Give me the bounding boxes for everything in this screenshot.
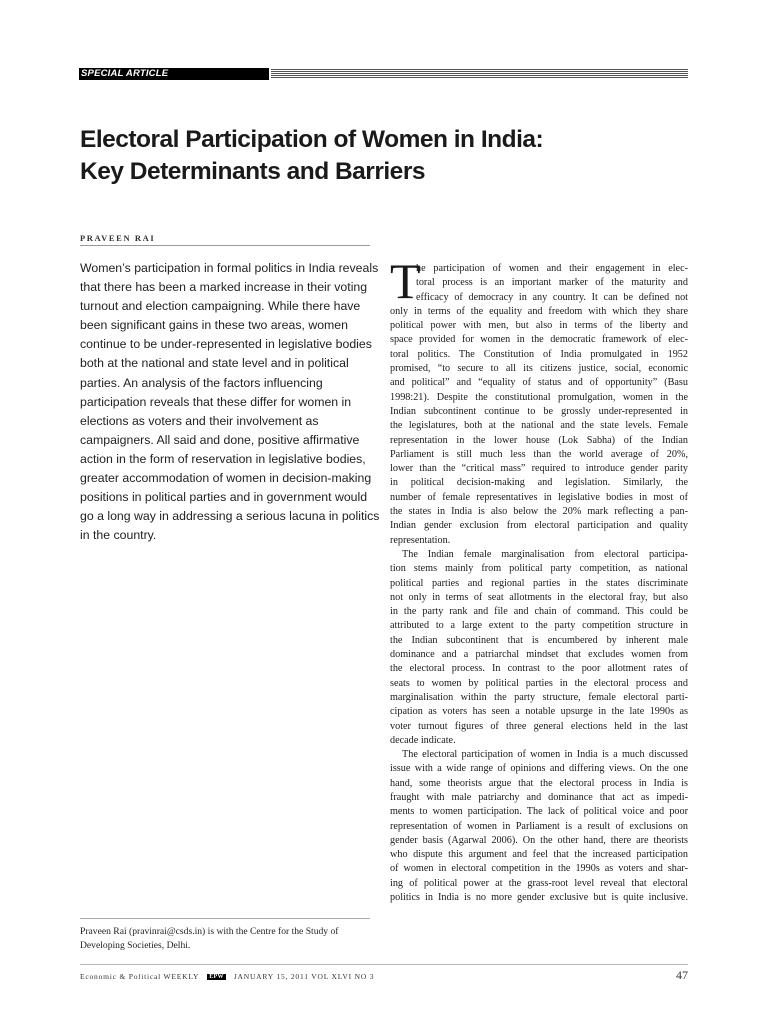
abstract-line: been significant gains in these two areas, women xyxy=(80,318,348,333)
body-line: toral politics. The Constitution of India promulgated in 1952 xyxy=(390,348,688,360)
body-line: The electoral participation of women in India is a much discussed xyxy=(402,749,688,761)
body-line: representation of women in Parliament is a result of exclusions on xyxy=(390,820,688,832)
body-line: who dispute this argument and feel that the increased participation xyxy=(390,849,688,861)
drop-cap: T xyxy=(390,253,421,309)
body-line: politics in India is no more gender exclusive but is quite inclusive. xyxy=(390,892,688,904)
epw-logo-icon: EPW xyxy=(209,974,224,980)
body-line: hand, some theorists argue that the electoral process in India is xyxy=(390,777,688,789)
abstract-line: positions in political parties and in government would xyxy=(80,490,368,505)
article-title xyxy=(80,124,680,188)
author-name: PRAVEEN RAI xyxy=(80,233,156,243)
title-line-1: Electoral Participation of Women in India: xyxy=(80,126,544,153)
body-line: Indian subcontinent continue to be grossly under-represented in xyxy=(390,405,688,417)
abstract xyxy=(80,259,380,545)
body-line: voter turnout figures of three general elections held in the last xyxy=(390,720,688,732)
body-line: cipation as voters has seen a notable upsurge in the late 1990s as xyxy=(390,706,688,718)
body-line: space provided for women in the democratic framework of elec- xyxy=(390,334,688,346)
body-line: issue with a wide range of opinions and differing views. On the one xyxy=(390,763,688,775)
body-line: tion stems mainly from political party competition, as national xyxy=(390,563,688,575)
author-footnote xyxy=(80,925,375,952)
abstract-line: campaigners. All said and done, positive affirmative xyxy=(80,432,360,447)
body-line: toral process is an important marker of the maturity and xyxy=(416,277,688,289)
header-rule-lines xyxy=(271,69,688,79)
body-line: he participation of women and their engagement in elec- xyxy=(416,263,688,274)
body-line: the Indian subcontinent that is encumbered by inherent male xyxy=(390,634,688,646)
journal-name: Economic & Political WEEKLY xyxy=(80,972,200,981)
body-line: the electoral process. In contrast to the poor allotment rates of xyxy=(390,663,688,675)
abstract-line: participation reveals that these differ for women in xyxy=(80,394,352,409)
body-line: seats to women by political parties in the electoral process and xyxy=(390,677,688,689)
body-line: promised, “to secure to all its citizens justice, social, economic xyxy=(390,363,688,375)
abstract-line: parties. An analysis of the factors influencing xyxy=(80,375,323,390)
section-header xyxy=(79,68,688,80)
body-line: in the party rank and file and chain of command. This could be xyxy=(390,606,688,618)
abstract-line: greater accommodation of women in decision-making xyxy=(80,471,372,486)
body-line: representation in the lower house (Lok Sabha) of the Indian xyxy=(390,434,688,446)
footer-left xyxy=(80,972,374,981)
body-line: The Indian female marginalisation from electoral participa- xyxy=(402,548,688,560)
abstract-line: go a long way in addressing a serious lacuna in politics xyxy=(80,509,380,524)
abstract-line: continue to be under-represented in legislative bodies xyxy=(80,337,372,352)
body-line: of women in electoral competition in the 1990s as voters and shar- xyxy=(390,863,688,875)
body-line: only in terms of the equality and freedom with which they share xyxy=(390,305,688,317)
body-line: efficacy of democracy in any country. It can be defined not xyxy=(416,291,688,303)
footnote-line: Praveen Rai (pravinrai@csds.in) is with the Centre for the Study of xyxy=(80,926,339,937)
body-line: in political decision-making and legislation. Similarly, the xyxy=(390,477,688,489)
body-line: lower than the “critical mass” required to introduce gender parity xyxy=(390,463,688,475)
body-line: gender basis (Agarwal 2006). On the other hand, there are theorists xyxy=(390,834,688,846)
body-line: number of female representatives in legislative bodies in most of xyxy=(390,491,688,503)
body-line: not only in terms of seat allotments in the electoral fray, but also xyxy=(390,591,688,603)
page-number: 47 xyxy=(676,968,688,982)
abstract-line: in the country. xyxy=(80,528,157,543)
abstract-line: that there has been a marked increase in their voting xyxy=(80,280,368,295)
footnote-line: Developing Societies, Delhi. xyxy=(80,939,191,951)
body-line: the legislatures, both at the national and the state levels. Female xyxy=(390,420,688,432)
body-line: political parties and regional parties in the states discriminate xyxy=(390,577,688,589)
author-divider xyxy=(80,245,370,246)
body-line: ments to women participation. The lack of political voice and poor xyxy=(390,806,688,818)
body-line: representation. xyxy=(390,534,451,546)
footer-divider xyxy=(80,964,688,965)
body-text xyxy=(390,262,688,905)
footnote-divider xyxy=(80,918,370,919)
body-line: ing of political power at the grass-root level reveal that electoral xyxy=(390,877,688,889)
body-line: Indian gender exclusion from electoral participation and quality xyxy=(390,520,688,532)
body-line: decade indicate. xyxy=(390,734,456,746)
body-line: marginalisation within the party structure, female electoral parti- xyxy=(390,691,688,703)
abstract-line: Women’s participation in formal politics in India reveals xyxy=(80,261,379,275)
body-line: political power with men, but also in terms of the liberty and xyxy=(390,320,688,332)
body-line: dominance and a patriarchal mindset that excludes women from xyxy=(390,649,688,661)
abstract-line: elections as voters and their involvement as xyxy=(80,413,319,428)
abstract-line: action in the form of reservation in legislative bodies, xyxy=(80,451,366,466)
body-line: the states in India is also below the 20% mark reflecting a pan- xyxy=(390,506,688,518)
body-line: attributed to a large extent to the party competition structure in xyxy=(390,620,688,632)
body-line: fraught with male patriarchy and dominance that act as impedi- xyxy=(390,791,688,803)
title-line-2: Key Determinants and Barriers xyxy=(80,158,425,185)
page-footer xyxy=(80,968,688,986)
body-line: Parliament is still much less than the world average of 20%, xyxy=(390,448,688,460)
abstract-line: turnout and election campaigning. While there have xyxy=(80,299,361,314)
body-line: 1998:21). Despite the constitutional promulgation, women in the xyxy=(390,391,688,403)
abstract-line: both at the national and state level and in political xyxy=(80,356,349,371)
section-label: SPECIAL ARTICLE xyxy=(79,68,269,80)
body-line: and political” and “equality of status and of opportunity” (Basu xyxy=(390,377,688,389)
issue-info: JANUARY 15, 2011 VOL XLVI NO 3 xyxy=(233,972,375,981)
